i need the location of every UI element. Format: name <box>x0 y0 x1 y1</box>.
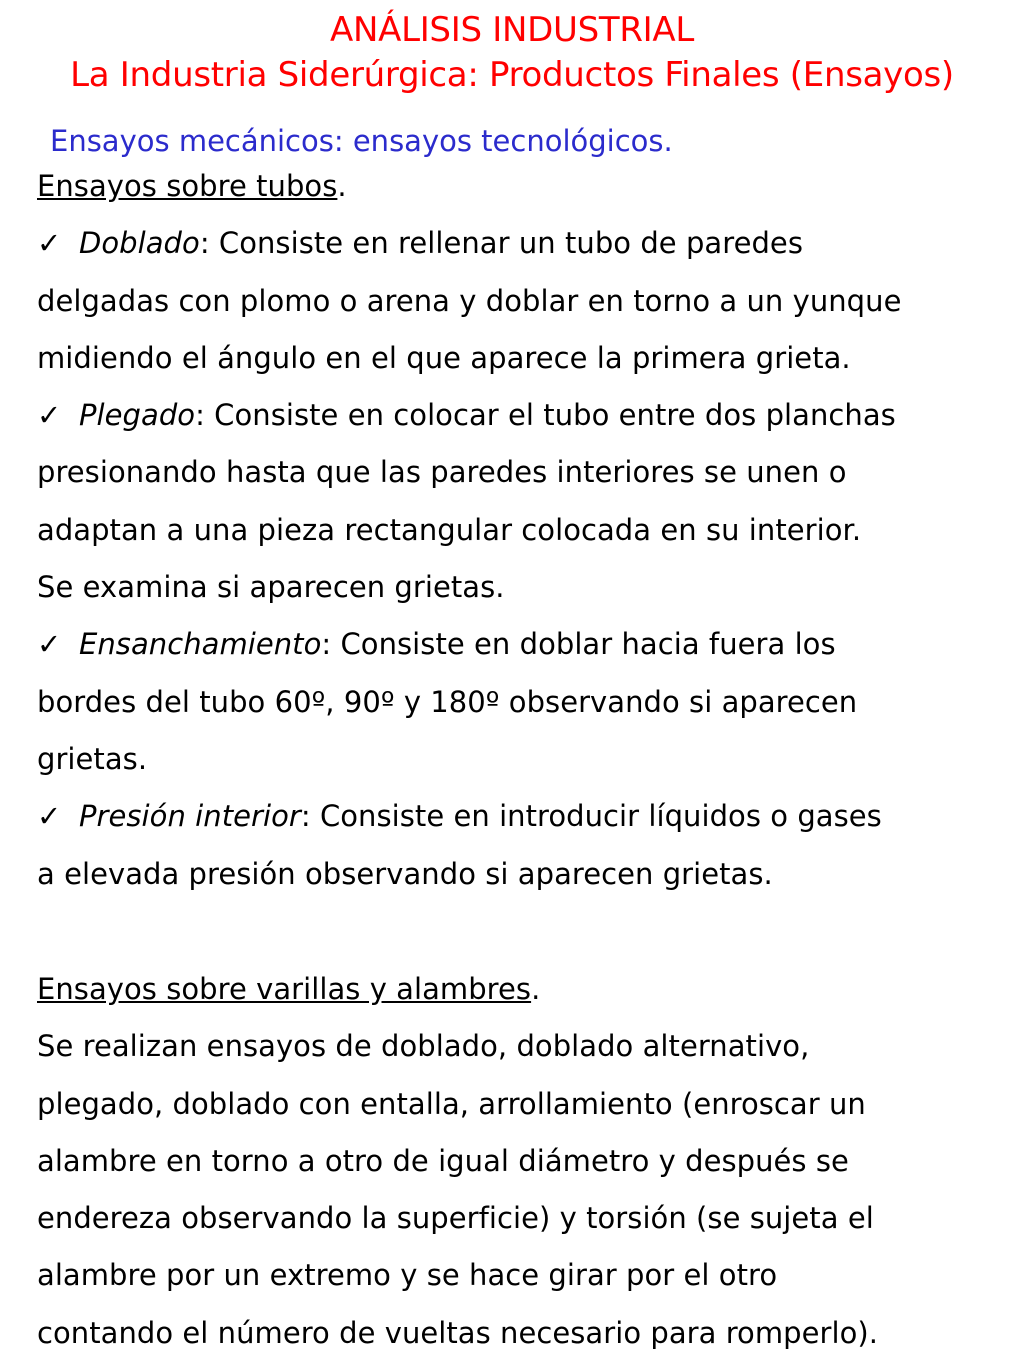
item-text-line: bordes del tubo 60º, 90º y 180º observando si aparecen <box>37 684 858 719</box>
item-text: : Consiste en doblar hacia fuera los <box>321 627 836 662</box>
item-text-line: a elevada presión observando si aparecen grietas. <box>37 856 773 891</box>
rods-heading-line <box>37 961 1012 1018</box>
item-text-line: Se examina si aparecen grietas. <box>37 570 505 605</box>
list-item <box>37 387 1012 444</box>
term-doblado: Doblado <box>79 226 200 261</box>
item-text: : Consiste en colocar el tubo entre dos planchas <box>195 398 896 433</box>
paragraph-line: contando el número de vueltas necesario para romperlo). <box>37 1315 879 1350</box>
rods-section <box>37 961 1012 1362</box>
tubes-heading: Ensayos sobre tubos <box>37 169 338 203</box>
item-text-line: midiendo el ángulo en el que aparece la primera grieta. <box>37 340 851 375</box>
paragraph-line: plegado, doblado con entalla, arrollamiento (enroscar un <box>37 1086 866 1121</box>
paragraph-line: endereza observando la superficie) y torsión (se sujeta el <box>37 1201 874 1236</box>
paragraph-line: alambre en torno a otro de igual diámetro y después se <box>37 1143 849 1178</box>
checkmark-icon: ✓ <box>37 799 62 834</box>
item-text: : Consiste en introducir líquidos o gases <box>300 799 882 834</box>
rods-heading: Ensayos sobre varillas y alambres <box>37 972 532 1006</box>
tubes-heading-line <box>37 158 1012 215</box>
tubes-section <box>37 158 1012 903</box>
term-plegado: Plegado <box>79 398 196 433</box>
paragraph-line: Se realizan ensayos de doblado, doblado alternativo, <box>37 1029 810 1064</box>
checkmark-icon: ✓ <box>37 226 62 261</box>
rods-heading-period: . <box>531 972 541 1006</box>
item-text-line: delgadas con plomo o arena y doblar en torno a un yunque <box>37 283 902 318</box>
document-title: ANÁLISIS INDUSTRIAL <box>330 10 694 50</box>
document-subtitle: La Industria Siderúrgica: Productos Finales (Ensayos) <box>70 55 954 95</box>
list-item <box>37 788 1012 845</box>
checkmark-icon: ✓ <box>37 627 62 662</box>
term-presion-interior: Presión interior <box>79 799 301 834</box>
item-text: : Consiste en rellenar un tubo de paredes <box>199 226 803 261</box>
tubes-heading-period: . <box>337 169 347 203</box>
list-item <box>37 215 1012 272</box>
term-ensanchamiento: Ensanchamiento <box>79 627 322 662</box>
list-item <box>37 616 1012 673</box>
checkmark-icon: ✓ <box>37 398 62 433</box>
item-text-line: adaptan a una pieza rectangular colocada en su interior. <box>37 512 862 547</box>
item-text-line: presionando hasta que las paredes interiores se unen o <box>37 455 847 490</box>
item-text-line: grietas. <box>37 741 148 776</box>
paragraph-line: alambre por un extremo y se hace girar por el otro <box>37 1258 778 1293</box>
section-subtitle: Ensayos mecánicos: ensayos tecnológicos. <box>50 124 673 158</box>
